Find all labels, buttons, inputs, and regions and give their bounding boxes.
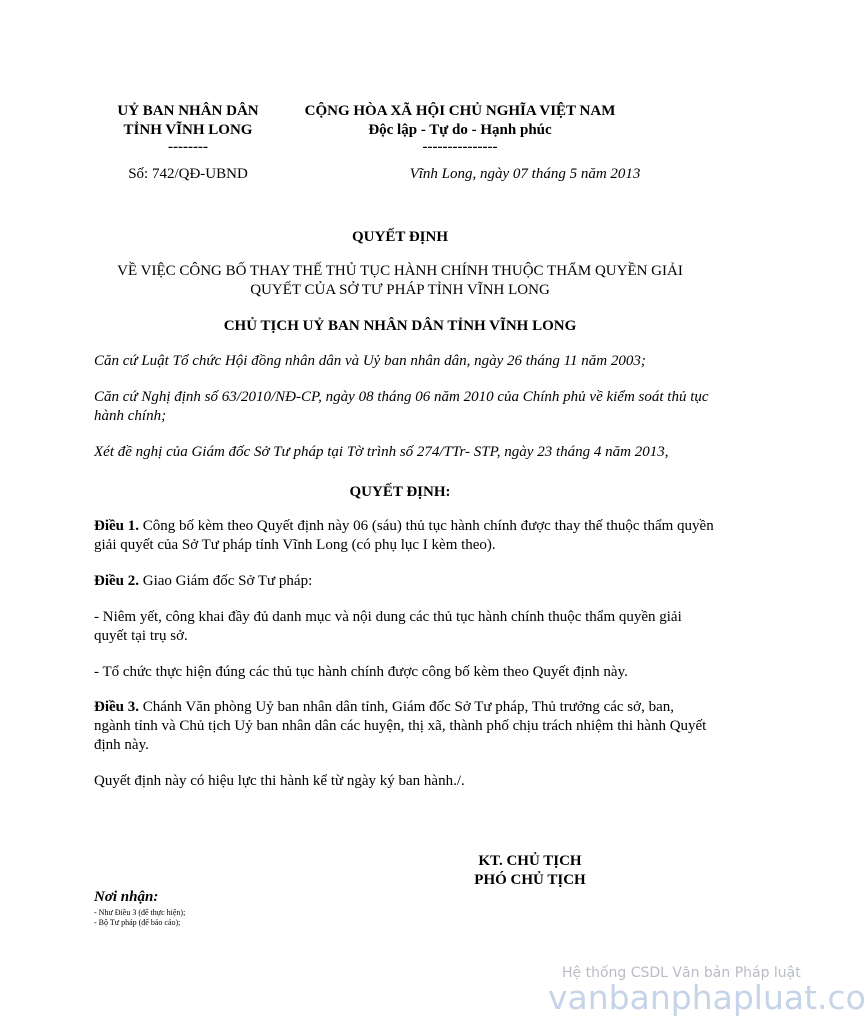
signature-line1: KT. CHỦ TỊCH: [478, 853, 582, 869]
national-motto-block: [285, 102, 635, 154]
issuer-block: [78, 102, 298, 154]
recipients-title: Nơi nhận:: [94, 889, 159, 905]
article-3-label: Điều 3.: [94, 699, 139, 715]
issuing-authority: CHỦ TỊCH UỶ BAN NHÂN DÂN TỈNH VĨNH LONG: [223, 318, 577, 334]
article-2-item-1: - Niêm yết, công khai đầy đủ danh mục và nội dung các thủ tục hành chính thuộc thẩm quyền giải quyết tại trụ sở.: [94, 609, 682, 644]
signature-block: [420, 852, 640, 890]
recipient-item-1: - Như Điều 3 (để thực hiện);: [94, 908, 186, 917]
decide-heading: QUYẾT ĐỊNH:: [349, 484, 451, 500]
article-1-text: Công bố kèm theo Quyết định này 06 (sáu) thủ tục hành chính được thay thế thuộc thẩm quyền giải quyết của Sở Tư pháp tỉnh Vĩnh Long (có phụ lục I kèm theo).: [94, 518, 714, 553]
effective-clause: Quyết định này có hiệu lực thi hành kể từ ngày ký ban hành./.: [94, 773, 465, 789]
issuer-line1: UỶ BAN NHÂN DÂN: [117, 103, 259, 119]
legal-basis-2: Căn cứ Nghị định số 63/2010/NĐ-CP, ngày 08 tháng 06 năm 2010 của Chính phủ về kiểm soát thủ tục hành chính;: [94, 389, 709, 424]
article-1-label: Điều 1.: [94, 518, 139, 534]
recipient-item-2: - Bộ Tư pháp (để báo cáo);: [94, 918, 181, 927]
place-date: Vĩnh Long, ngày 07 tháng 5 năm 2013: [409, 166, 641, 182]
watermark-site: vanbanphapluat.co: [548, 978, 866, 1017]
article-3-text: Chánh Văn phòng Uỷ ban nhân dân tỉnh, Giám đốc Sở Tư pháp, Thủ trưởng các sở, ban, ngành tỉnh và Chủ tịch Uỷ ban nhân dân các huyện, thị xã, thành phố chịu trách nhiệm thi hành Quyết định này.: [94, 699, 707, 753]
issuer-divider: --------: [168, 139, 208, 155]
watermark-caption: Hệ thống CSDL Văn bản Pháp luật: [562, 965, 801, 981]
article-2-label: Điều 2.: [94, 573, 139, 589]
motto: Độc lập - Tự do - Hạnh phúc: [368, 122, 552, 138]
article-2: [94, 572, 714, 591]
legal-basis-1: Căn cứ Luật Tổ chức Hội đồng nhân dân và Uỷ ban nhân dân, ngày 26 tháng 11 năm 2003;: [94, 353, 646, 369]
issuer-line2: TỈNH VĨNH LONG: [123, 122, 253, 138]
legal-basis-3: Xét đề nghị của Giám đốc Sở Tư pháp tại Tờ trình số 274/TTr- STP, ngày 23 tháng 4 năm 2013,: [94, 444, 669, 460]
signature-line2: PHÓ CHỦ TỊCH: [474, 872, 586, 888]
article-1: [94, 517, 714, 555]
article-2-text: Giao Giám đốc Sở Tư pháp:: [139, 573, 313, 589]
motto-divider: ---------------: [422, 139, 498, 155]
country-name: CỘNG HÒA XÃ HỘI CHỦ NGHĨA VIỆT NAM: [304, 103, 616, 119]
document-subject: VỀ VIỆC CÔNG BỐ THAY THẾ THỦ TỤC HÀNH CHÍNH THUỘC THẨM QUYỀN GIẢI QUYẾT CỦA SỞ TƯ PHÁP TỈNH VĨNH LONG: [117, 263, 683, 298]
article-3: [94, 698, 714, 755]
article-2-item-2: - Tổ chức thực hiện đúng các thủ tục hành chính được công bố kèm theo Quyết định này.: [94, 664, 628, 680]
document-title: QUYẾT ĐỊNH: [352, 229, 448, 245]
document-number: Số: 742/QĐ-UBND: [128, 166, 248, 182]
